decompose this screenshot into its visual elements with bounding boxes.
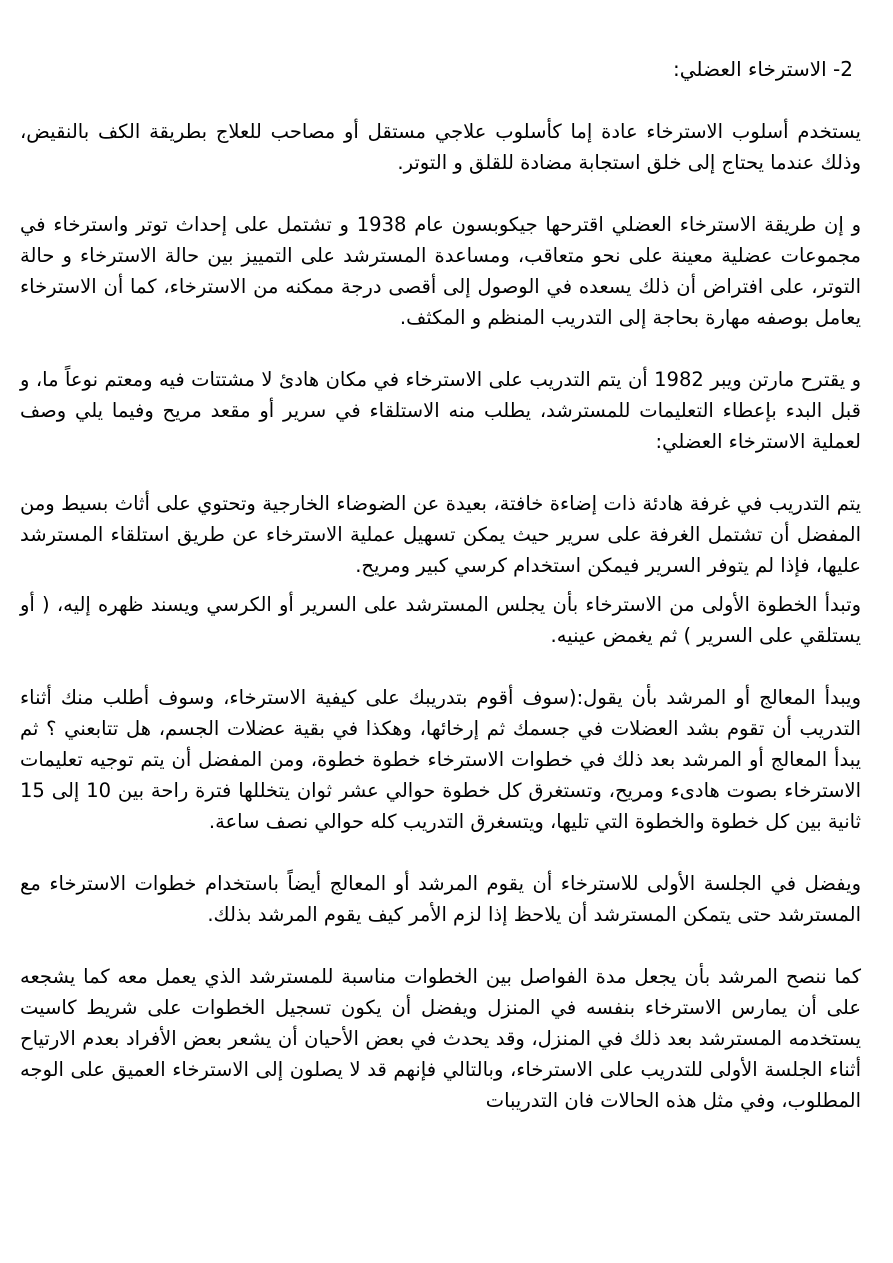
paragraph-martin-weber: و يقترح مارتن ويبر 1982 أن يتم التدريب على الاسترخاء في مكان هادئ لا مشتتات فيه ومعتم نوعاً ما، و قبل البدء بإعطاء التعليمات للمسترشد، يطلب منه الاستلقاء في سرير أو مقعد مريح وفيما يلي وصف لعملية الاسترخاء العضلي:: [20, 368, 861, 453]
section-heading: 2- الاسترخاء العضلي:: [673, 57, 853, 81]
paragraph-first-step: وتبدأ الخطوة الأولى من الاسترخاء بأن يجلس المسترشد على السرير أو الكرسي ويسند ظهره إليه، ( أو يستلقي على السرير ) ثم يغمض عينيه.: [20, 593, 861, 647]
paragraph-training-room: يتم التدريب في غرفة هادئة ذات إضاءة خافتة، بعيدة عن الضوضاء الخارجية وتحتوي على أثاث بسيط ومن المفضل أن تشتمل الغرفة على سرير حيث يمكن تسهيل عملية الاسترخاء عن طريق استلقاء المسترشد عليها، فإذا لم يتوفر السرير فيمكن استخدام كرسي كبير ومريح.: [20, 492, 861, 577]
paragraph-counselor-instructions: ويبدأ المعالج أو المرشد بأن يقول:(سوف أقوم بتدريبك على كيفية الاسترخاء، وسوف أطلب منك أثناء التدريب أن تقوم بشد العضلات في جسمك ثم إرخائها، وهكذا في بقية عضلات الجسم، هل تتابعني ؟ ثم يبدأ المعالج أو المرشد بعد ذلك في خطوات الاسترخاء خطوة خطوة، ومن المفضل أن يتم توجيه تعليمات الاسترخاء بصوت هادىء ومريح، وتستغرق كل خطوة حوالي عشر ثوان يتخللها فترة راحة بين 10 إلى 15 ثانية بين كل خطوة والخطوة التي تليها، ويتسغرق التدريب كله حوالي نصف ساعة.: [20, 686, 861, 833]
paragraph-home-practice: كما ننصح المرشد بأن يجعل مدة الفواصل بين الخطوات مناسبة للمسترشد الذي يعمل معه كما يشجعه على أن يمارس الاسترخاء بنفسه في المنزل ويفضل أن يكون تسجيل الخطوات على شريط كاسيت يستخدمه المسترشد بعد ذلك في المنزل، وقد يحدث في بعض الأحيان أن يشعر بعض الأفراد بعدم الارتياح أثناء الجلسة الأولى للتدريب على الاسترخاء، وبالتالي فإنهم قد لا يصلون إلى الاسترخاء العميق على الوجه المطلوب، وفي مثل هذه الحالات فان التدريبات: [20, 965, 861, 1112]
paragraph-jacobson-method: و إن طريقة الاسترخاء العضلي اقترحها جيكوبسون عام 1938 و تشتمل على إحداث توتر واسترخاء في مجموعات عضلية معينة على نحو متعاقب، ومساعدة المسترشد على التمييز بين حالة الاسترخاء و حالة التوتر، على افتراض أن ذلك يسعده في الوصول إلى أقصى درجة ممكنه من الاسترخاء، كما أن الاسترخاء يعامل بوصفه مهارة بحاجة إلى التدريب المنظم و المكثف.: [20, 213, 861, 329]
paragraph-first-session: ويفضل في الجلسة الأولى للاسترخاء أن يقوم المرشد أو المعالج أيضاً باستخدام خطوات الاسترخاء مع المسترشد حتى يتمكن المسترشد أن يلاحظ إذا لزم الأمر كيف يقوم المرشد بذلك.: [20, 872, 861, 926]
paragraph-relaxation-intro: يستخدم أسلوب الاسترخاء عادة إما كأسلوب علاجي مستقل أو مصاحب للعلاج بطريقة الكف بالنقيض، وذلك عندما يحتاج إلى خلق استجابة مضادة للقلق و التوتر.: [20, 120, 861, 174]
